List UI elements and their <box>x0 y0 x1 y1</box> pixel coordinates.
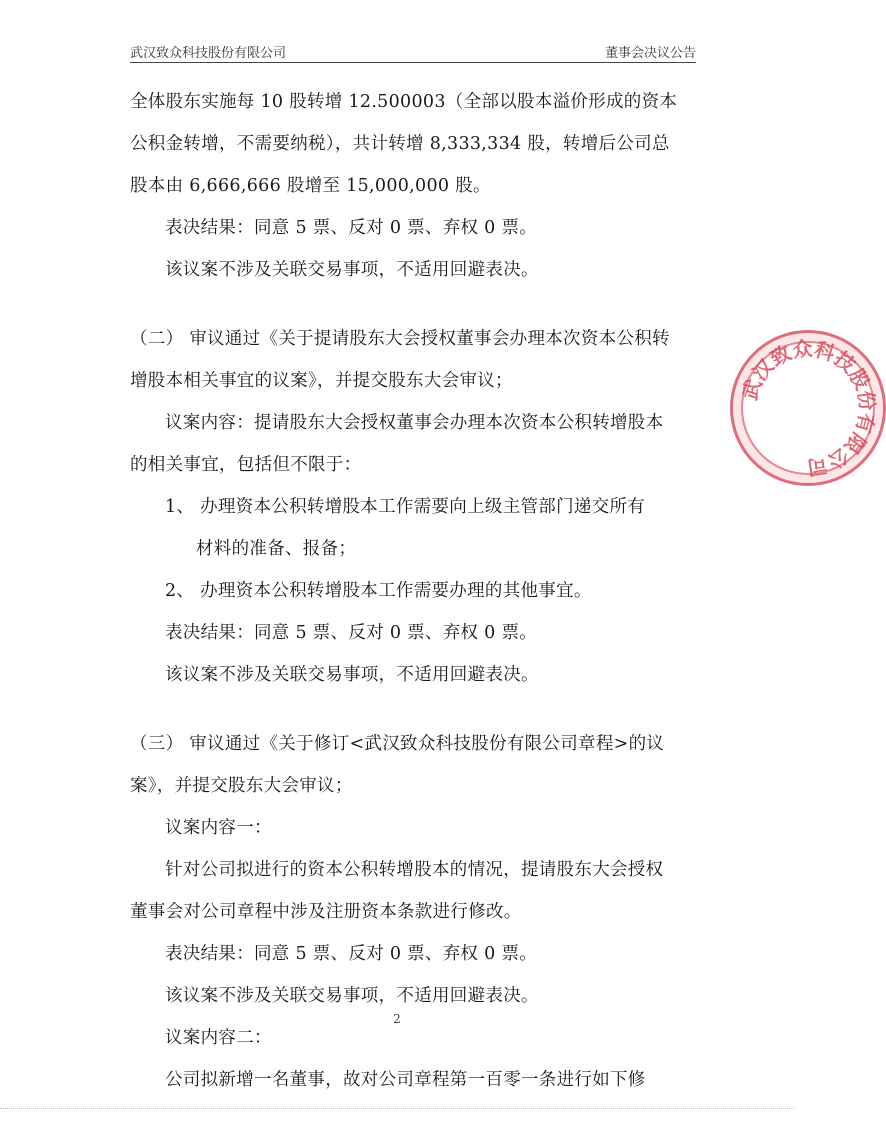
seal-text: 武汉致众科技股份有限公司 <box>737 336 880 480</box>
body-line: 董事会对公司章程中涉及注册资本条款进行修改。 <box>130 902 522 922</box>
motion-heading-3: （三） 审议通过《关于修订<武汉致众科技股份有限公司章程>的议 <box>130 734 665 754</box>
body-line: 全体股东实施每 10 股转增 12.500003（全部以股本溢价形成的资本 <box>130 92 678 112</box>
body-line: 公积金转增，不需要纳税），共计转增 8,333,334 股，转增后公司总 <box>130 134 670 154</box>
vote-result-line: 表决结果：同意 5 票、反对 0 票、弃权 0 票。 <box>165 944 538 964</box>
body-line: 案》，并提交股东大会审议； <box>130 776 353 796</box>
body-line: 股本由 6,666,666 股增至 15,000,000 股。 <box>130 176 491 196</box>
motion-content-heading-2: 议案内容二： <box>165 1028 272 1048</box>
header-company-name: 武汉致众科技股份有限公司 <box>130 46 287 61</box>
motion-heading-2: （二） 审议通过《关于提请股东大会授权董事会办理本次资本公积转 <box>130 329 670 349</box>
related-party-line: 该议案不涉及关联交易事项，不适用回避表决。 <box>165 665 539 685</box>
body-line: 公司拟新增一名董事，故对公司章程第一百零一条进行如下修 <box>165 1070 646 1090</box>
svg-text:武汉致众科技股份有限公司 <box>737 336 879 479</box>
vote-result-line: 表决结果：同意 5 票、反对 0 票、弃权 0 票。 <box>165 623 538 643</box>
header-document-type: 董事会决议公告 <box>604 46 696 61</box>
company-seal-stamp <box>730 330 886 486</box>
related-party-line: 该议案不涉及关联交易事项，不适用回避表决。 <box>165 986 539 1006</box>
list-item-1-continued: 材料的准备、报备； <box>196 539 357 559</box>
motion-content-heading-1: 议案内容一： <box>165 818 272 838</box>
list-item-1: 1、 办理资本公积转增股本工作需要向上级主管部门递交所有 <box>165 497 646 517</box>
related-party-line: 该议案不涉及关联交易事项，不适用回避表决。 <box>165 260 539 280</box>
motion-content-line: 针对公司拟进行的资本公积转增股本的情况，提请股东大会授权 <box>165 860 664 880</box>
motion-content-line: 议案内容：提请股东大会授权董事会办理本次资本公积转增股本 <box>165 413 664 433</box>
vote-result-line: 表决结果：同意 5 票、反对 0 票、弃权 0 票。 <box>165 218 538 238</box>
page-number: 2 <box>393 1012 401 1026</box>
footer-divider <box>0 1108 794 1109</box>
page-header <box>130 40 696 63</box>
body-line: 增股本相关事宜的议案》，并提交股东大会审议； <box>130 371 513 391</box>
list-item-2: 2、 办理资本公积转增股本工作需要办理的其他事宜。 <box>165 581 592 601</box>
body-line: 的相关事宜，包括但不限于： <box>130 455 362 475</box>
seal-graphic <box>733 333 883 483</box>
